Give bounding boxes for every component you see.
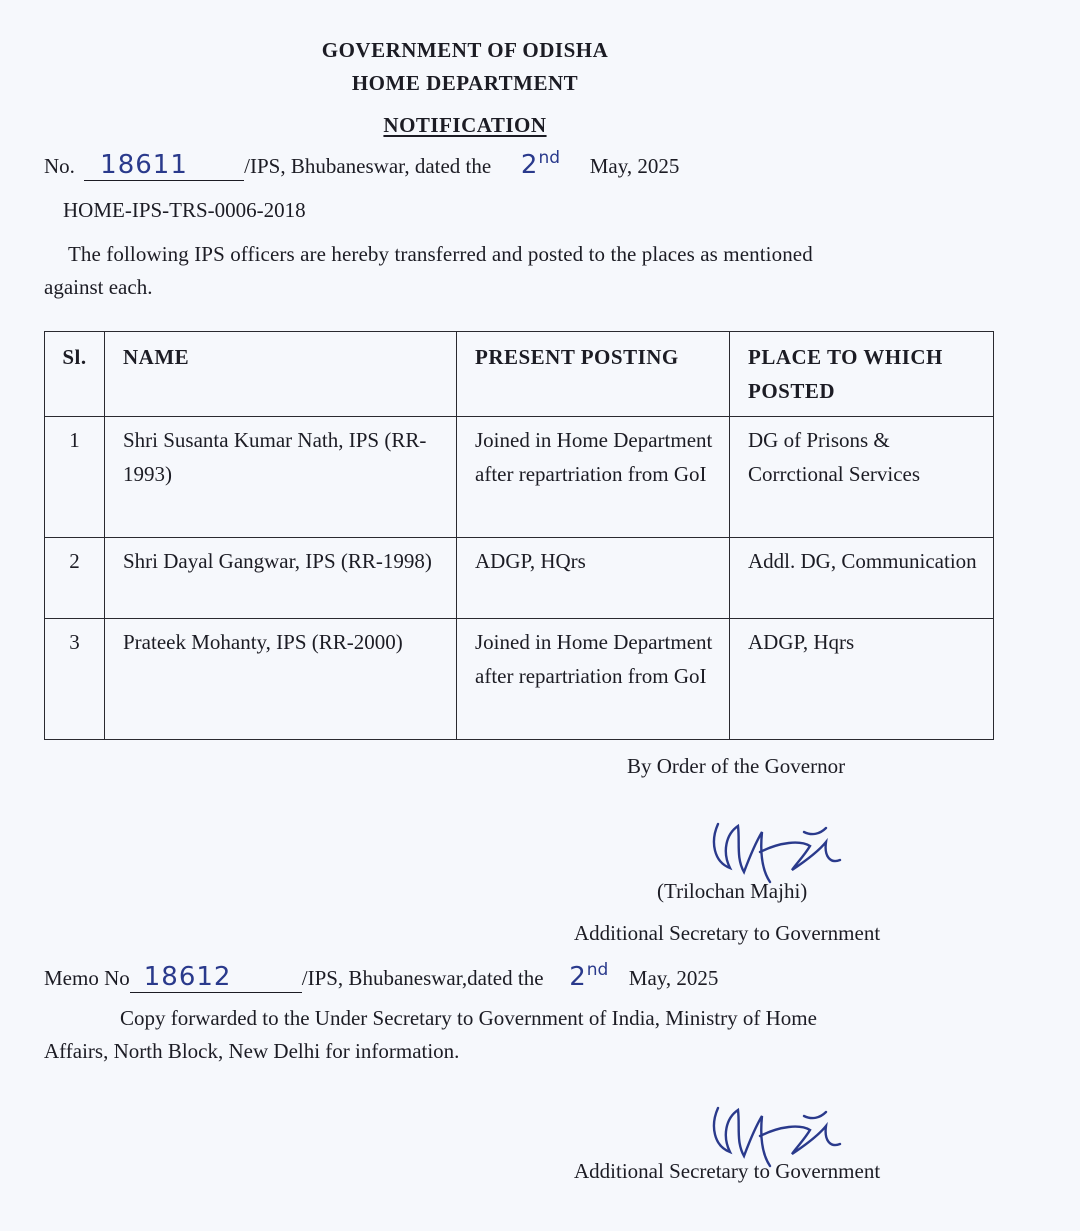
table-row (45, 538, 994, 619)
row-place-posted: DG of Prisons & Corrctional Services (730, 417, 994, 538)
by-order-of-governor: By Order of the Governor (627, 754, 846, 778)
memo-no-blank (130, 962, 302, 993)
memo-day-suffix: nd (586, 960, 609, 980)
transfer-table (44, 331, 994, 740)
notification-day-suffix: nd (538, 148, 561, 168)
notification-place-date: /IPS, Bhubaneswar, dated the (244, 154, 492, 178)
memo-month-year: May, 2025 (628, 966, 719, 990)
intro-line-2: against each. (44, 275, 153, 299)
header-sl: Sl. (45, 332, 105, 417)
row-place-posted: ADGP, Hqrs (730, 619, 994, 740)
notification-no-blank (84, 150, 244, 181)
memo-label: Memo No (44, 966, 130, 990)
notification-title-text: NOTIFICATION (383, 113, 547, 137)
notification-title (0, 113, 930, 138)
memo-handwritten-date (549, 962, 629, 992)
row-name: Prateek Mohanty, IPS (RR-2000) (105, 619, 457, 740)
notification-no-value: 18611 (100, 150, 188, 180)
notification-no-label: No. (44, 154, 75, 178)
copy-line-2: Affairs, North Block, New Delhi for information. (44, 1039, 460, 1063)
memo-place-date: /IPS, Bhubaneswar,dated the (301, 966, 544, 990)
row-sl: 3 (45, 619, 105, 740)
memo-no-value: 18612 (143, 962, 232, 992)
row-place-posted: Addl. DG, Communication (730, 538, 994, 619)
department-heading: HOME DEPARTMENT (351, 71, 579, 95)
memo-number-line (44, 962, 718, 993)
memo-designation: Additional Secretary to Government (574, 1159, 881, 1183)
file-reference: HOME-IPS-TRS-0006-2018 (63, 198, 306, 222)
header-present-posting: PRESENT POSTING (457, 332, 730, 417)
header-place-posted: PLACE TO WHICH POSTED (730, 332, 994, 417)
row-present-posting: ADGP, HQrs (457, 538, 730, 619)
notification-handwritten-date (496, 150, 584, 180)
row-present-posting: Joined in Home Department after repartriation from GoI (457, 619, 730, 740)
memo-day: 2 (569, 962, 587, 992)
signatory-name: (Trilochan Majhi) (657, 879, 808, 903)
row-sl: 1 (45, 417, 105, 538)
table-row (45, 619, 994, 740)
row-sl: 2 (45, 538, 105, 619)
notification-month-year: May, 2025 (589, 154, 680, 178)
government-heading: GOVERNMENT OF ODISHA (321, 38, 609, 62)
table-row (45, 417, 994, 538)
copy-line-1: Copy forwarded to the Under Secretary to Government of India, Ministry of Home (120, 1006, 817, 1030)
row-present-posting: Joined in Home Department after repartriation from GoI (457, 417, 730, 538)
row-name: Shri Susanta Kumar Nath, IPS (RR-1993) (105, 417, 457, 538)
intro-line-1: The following IPS officers are hereby transferred and posted to the places as mentioned (68, 242, 813, 266)
header-name: NAME (105, 332, 457, 417)
notification-number-line (44, 150, 679, 181)
signatory-designation: Additional Secretary to Government (574, 921, 881, 945)
notification-day: 2 (520, 150, 539, 180)
table-header-row (45, 332, 994, 417)
row-name: Shri Dayal Gangwar, IPS (RR-1998) (105, 538, 457, 619)
